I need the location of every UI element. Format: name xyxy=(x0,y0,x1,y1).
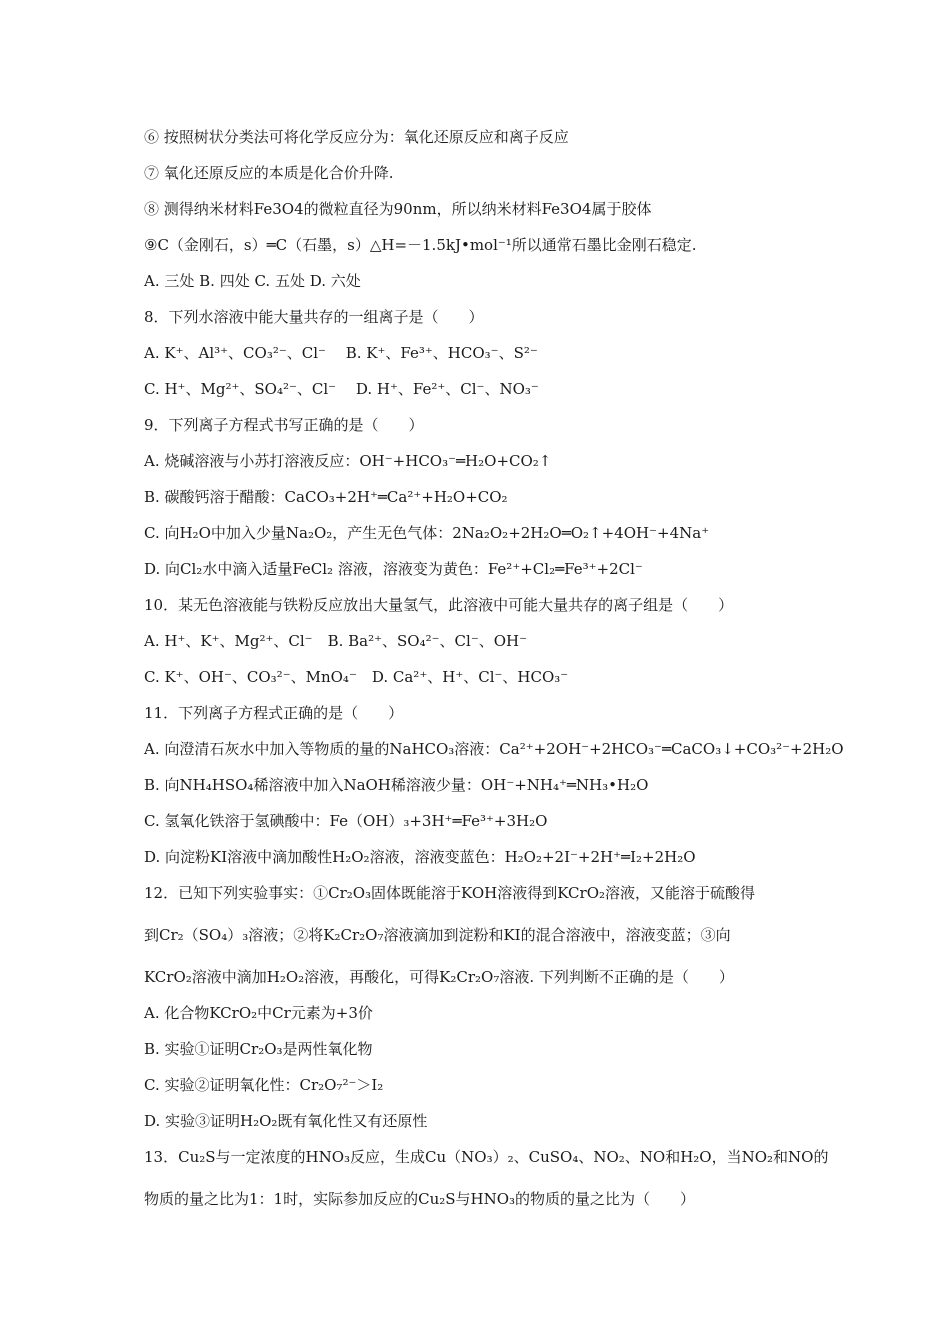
option-line: C. 向H₂O中加入少量Na₂O₂，产生无色气体：2Na₂O₂+2H₂O═O₂↑+4OH⁻+4Na⁺ xyxy=(144,524,710,542)
option-line: A. K⁺、Al³⁺、CO₃²⁻、Cl⁻ B. K⁺、Fe³⁺、HCO₃⁻、S²⁻ xyxy=(144,344,538,362)
option-line: D. 向Cl₂水中滴入适量FeCl₂ 溶液，溶液变为黄色：Fe²⁺+Cl₂═Fe³⁺+2Cl⁻ xyxy=(144,560,643,578)
option-line: A. 向澄清石灰水中加入等物质的量的NaHCO₃溶液：Ca²⁺+2OH⁻+2HCO₃⁻═CaCO₃↓+CO₃²⁻+2H₂O xyxy=(144,740,844,758)
option-line: A. 化合物KCrO₂中Cr元素为+3价 xyxy=(144,1004,373,1022)
question-12: 12．已知下列实验事实：①Cr₂O₃固体既能溶于KOH溶液得到KCrO₂溶液，又能溶于硫酸得 xyxy=(144,884,756,902)
option-line: C. 氢氧化铁溶于氢碘酸中：Fe（OH）₃+3H⁺═Fe³⁺+3H₂O xyxy=(144,812,548,830)
option-line: C. K⁺、OH⁻、CO₃²⁻、MnO₄⁻ D. Ca²⁺、H⁺、Cl⁻、HCO₃⁻ xyxy=(144,668,569,686)
question-12-cont: KCrO₂溶液中滴加H₂O₂溶液，再酸化，可得K₂Cr₂O₇溶液. 下列判断不正确的是（ ） xyxy=(144,968,734,986)
question-13-cont: 物质的量之比为1：1时，实际参加反应的Cu₂S与HNO₃的物质的量之比为（ ） xyxy=(144,1190,696,1208)
question-9: 9．下列离子方程式书写正确的是（ ） xyxy=(144,416,424,434)
option-line: C. H⁺、Mg²⁺、SO₄²⁻、Cl⁻ D. H⁺、Fe²⁺、Cl⁻、NO₃⁻ xyxy=(144,380,539,398)
option-line: B. 向NH₄HSO₄稀溶液中加入NaOH稀溶液少量：OH⁻+NH₄⁺═NH₃•H₂O xyxy=(144,776,649,794)
text-line: A. 三处 B. 四处 C. 五处 D. 六处 xyxy=(144,272,361,290)
option-line: B. 实验①证明Cr₂O₃是两性氧化物 xyxy=(144,1040,373,1058)
option-line: A. 烧碱溶液与小苏打溶液反应：OH⁻+HCO₃⁻═H₂O+CO₂↑ xyxy=(144,452,552,470)
question-11: 11．下列离子方程式正确的是（ ） xyxy=(144,704,404,722)
option-line: B. 碳酸钙溶于醋酸：CaCO₃+2H⁺═Ca²⁺+H₂O+CO₂ xyxy=(144,488,508,506)
text-line: ⑧ 测得纳米材料Fe3O4的微粒直径为90nm，所以纳米材料Fe3O4属于胶体 xyxy=(144,200,652,218)
question-10: 10．某无色溶液能与铁粉反应放出大量氢气，此溶液中可能大量共存的离子组是（ ） xyxy=(144,596,734,614)
text-line: ⑦ 氧化还原反应的本质是化合价升降. xyxy=(144,164,394,182)
question-13: 13．Cu₂S与一定浓度的HNO₃反应，生成Cu（NO₃）₂、CuSO₄、NO₂、NO和H₂O，当NO₂和NO的 xyxy=(144,1148,829,1166)
question-12-cont: 到Cr₂（SO₄）₃溶液；②将K₂Cr₂O₇溶液滴加到淀粉和KI的混合溶液中，溶液变蓝；③向 xyxy=(144,926,731,944)
option-line: A. H⁺、K⁺、Mg²⁺、Cl⁻ B. Ba²⁺、SO₄²⁻、Cl⁻、OH⁻ xyxy=(144,632,528,650)
option-line: D. 实验③证明H₂O₂既有氧化性又有还原性 xyxy=(144,1112,428,1130)
option-line: C. 实验②证明氧化性：Cr₂O₇²⁻＞I₂ xyxy=(144,1076,384,1094)
text-line: ⑥ 按照树状分类法可将化学反应分为：氧化还原反应和离子反应 xyxy=(144,128,569,146)
question-8: 8．下列水溶液中能大量共存的一组离子是（ ） xyxy=(144,308,484,326)
text-line: ⑨C（金刚石，s）═C（石墨，s）△H=－1.5kJ•mol⁻¹所以通常石墨比金刚石稳定. xyxy=(144,236,697,254)
option-line: D. 向淀粉KI溶液中滴加酸性H₂O₂溶液，溶液变蓝色：H₂O₂+2I⁻+2H⁺═I₂+2H₂O xyxy=(144,848,696,866)
